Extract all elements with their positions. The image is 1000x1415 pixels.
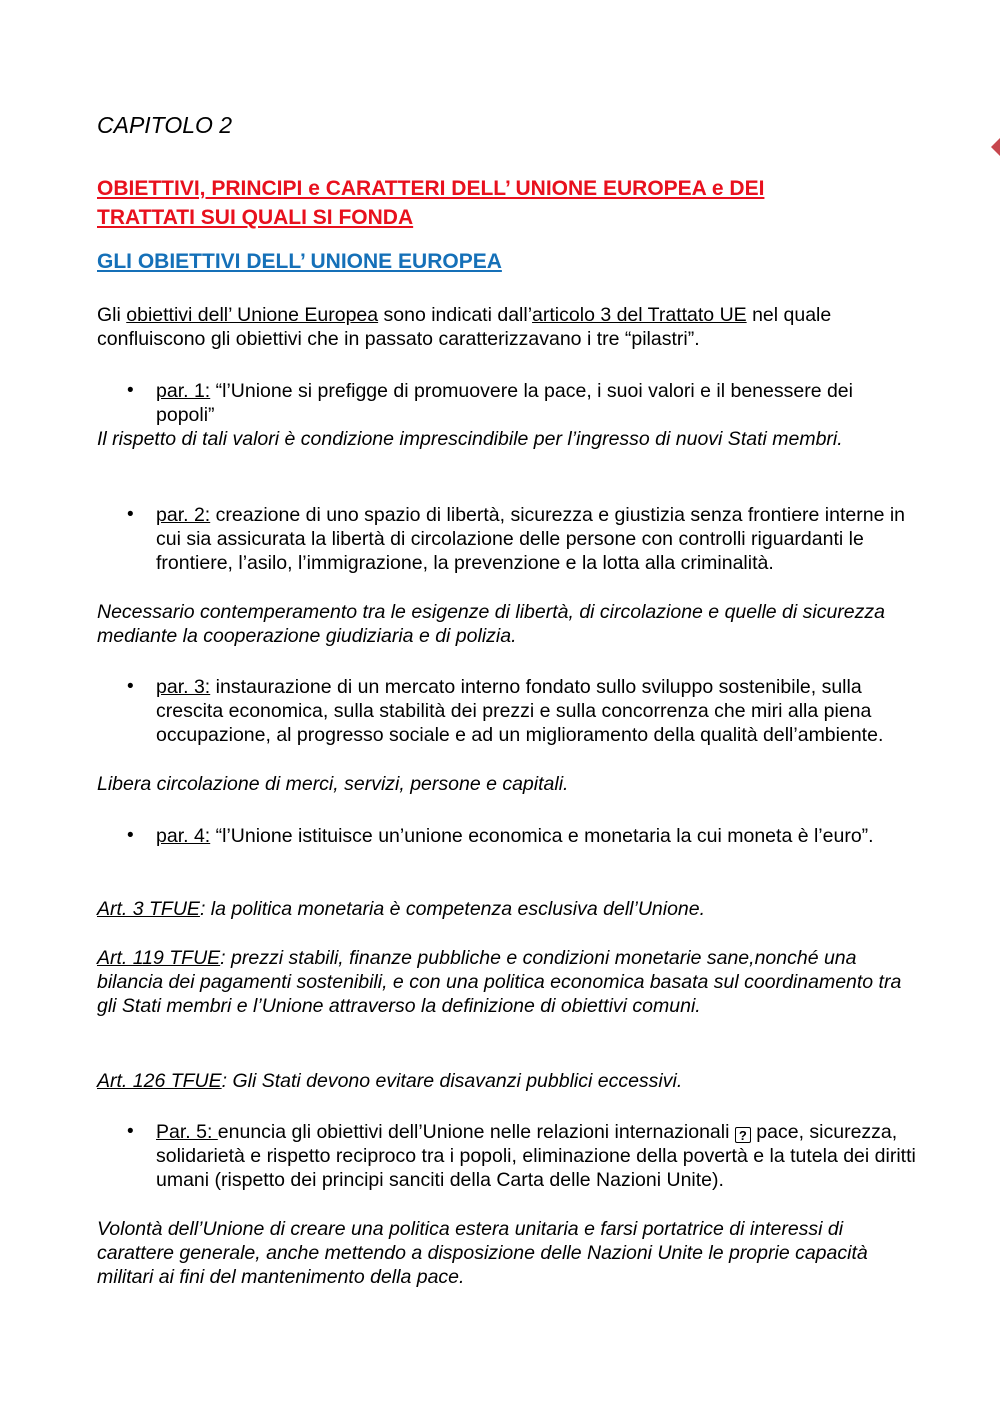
par5-text: enuncia gli obiettivi dell’Unione nelle relazioni internazionali xyxy=(217,1121,735,1143)
intro-paragraph xyxy=(97,303,912,351)
par2-label: par. 2: xyxy=(156,504,211,526)
par5-note: Volontà dell’Unione di creare una politica estera unitaria e farsi portatrice di interessi di carattere generale, anche mettendo a disposizione delle Nazioni Unite le proprie capacità militari ai fini del mantenimento della pace. xyxy=(97,1218,868,1289)
par3-note: Libera circolazione di merci, servizi, persone e capitali. xyxy=(97,773,569,795)
par1-note: Il rispetto di tali valori è condizione imprescindibile per l’ingresso di nuovi Stati membri. xyxy=(97,428,843,450)
art126-text: : Gli Stati devono evitare disavanzi pubblici eccessivi. xyxy=(221,1070,683,1092)
main-title xyxy=(97,174,897,232)
par3-text: instaurazione di un mercato interno fondato sullo sviluppo sostenibile, sulla crescita economica, sulla stabilità dei prezzi e sulla concorrenza che miri alla piena occupazione, al progresso sociale e ad un miglioramento della qualità dell’ambiente. xyxy=(156,676,884,747)
par1-text: “l’Unione si prefigge di promuovere la pace, i suoi valori e il benessere dei popoli” xyxy=(156,380,853,427)
par3-label: par. 3: xyxy=(156,676,211,698)
art126-paragraph xyxy=(97,1069,912,1093)
list-item-par2 xyxy=(127,503,916,576)
par5-label: Par. 5: xyxy=(156,1121,218,1143)
par1-label: par. 1: xyxy=(156,380,211,402)
par4-label: par. 4: xyxy=(156,825,211,847)
art119-paragraph xyxy=(97,946,912,1019)
bullet-dot: • xyxy=(127,1121,134,1142)
main-title-line-2: TRATTATI SUI QUALI SI FONDA xyxy=(97,206,414,229)
intro-text: Gli xyxy=(97,304,127,326)
bullet-dot: • xyxy=(127,504,134,525)
chapter-heading: CAPITOLO 2 xyxy=(97,112,233,138)
intro-link-objectives: obiettivi dell’ Unione Europea xyxy=(126,304,379,326)
list-item-par4 xyxy=(127,824,916,848)
section-title: GLI OBIETTIVI DELL’ UNIONE EUROPEA xyxy=(97,250,502,273)
par2-text: creazione di uno spazio di libertà, sicurezza e giustizia senza frontiere interne in cui sia assicurata la libertà di circolazione delle persone con controlli riguardanti le frontiere, l’asilo, l’immigrazione, la prevenzione e la lotta alla criminalità. xyxy=(156,504,906,575)
art119-label: Art. 119 TFUE xyxy=(97,947,221,969)
art126-label: Art. 126 TFUE xyxy=(97,1070,222,1092)
list-item-par3 xyxy=(127,675,916,748)
page-edge-marker xyxy=(991,138,1000,156)
missing-glyph-icon: ? xyxy=(735,1127,751,1143)
art3-text: : la politica monetaria è competenza esclusiva dell’Unione. xyxy=(199,898,706,920)
art3-paragraph xyxy=(97,897,912,921)
intro-link-article: articolo 3 del Trattato UE xyxy=(532,304,747,326)
list-item-par1 xyxy=(127,379,916,427)
intro-text: sono indicati dall’ xyxy=(378,304,533,326)
art3-label: Art. 3 TFUE xyxy=(97,898,200,920)
par4-text: “l’Unione istituisce un’unione economica e monetaria la cui moneta è l’euro”. xyxy=(210,825,874,847)
par5-text: pace, sicurezza, solidarietà e rispetto reciproco tra i popoli, eliminazione della povertà e la tutela dei diritti umani (rispetto dei principi sanciti della Carta delle Nazioni Unite). xyxy=(156,1121,916,1192)
bullet-dot: • xyxy=(127,825,134,846)
list-item-par5 xyxy=(127,1120,916,1193)
intro-text: nel quale confluiscono gli obiettivi che in passato caratterizzavano i tre “pilastri”. xyxy=(97,304,832,351)
par2-note: Necessario contemperamento tra le esigenze di libertà, di circolazione e quelle di sicurezza mediante la cooperazione giudiziaria e di polizia. xyxy=(97,601,885,648)
art119-text: : prezzi stabili, finanze pubbliche e condizioni monetarie sane,nonché una bilancia dei pagamenti sostenibili, e con una politica economica basata sul coordinamento tra gli Stati membri e l’Unione attraverso la definizione di obiettivi comuni. xyxy=(97,947,902,1018)
main-title-line-1: OBIETTIVI, PRINCIPI e CARATTERI DELL’ UNIONE EUROPEA e DEI xyxy=(97,177,765,200)
bullet-dot: • xyxy=(127,676,134,697)
bullet-dot: • xyxy=(127,380,134,401)
